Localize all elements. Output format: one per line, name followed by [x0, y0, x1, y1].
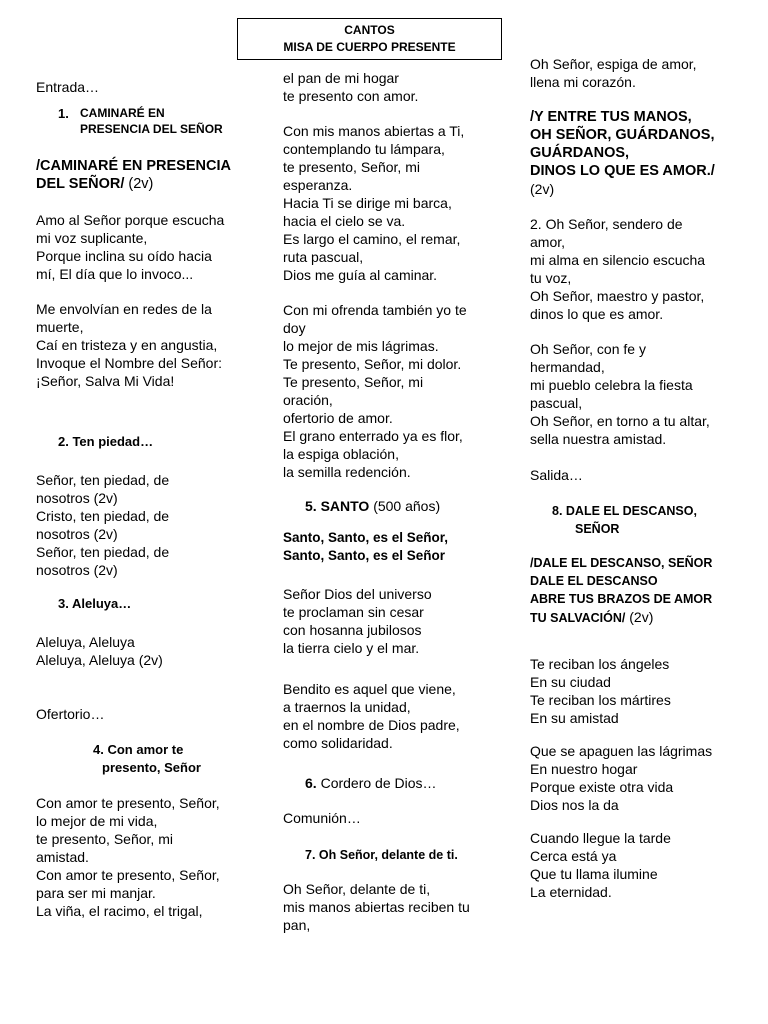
verse-line: Te presento, Señor, mi dolor. — [283, 356, 462, 372]
refrain-line: GUÁRDANOS, — [530, 145, 630, 161]
song-8-title — [552, 502, 697, 538]
refrain-line: DEL SEÑOR/ — [36, 176, 125, 192]
verse-line: Con amor te presento, Señor, — [36, 795, 220, 811]
song-7-verse-3 — [530, 340, 710, 448]
song-4-verse — [36, 794, 220, 920]
title-line-1: CANTOS — [344, 23, 395, 37]
refrain-note: (2v) — [530, 181, 555, 197]
verse-line: ruta pascual, — [283, 249, 364, 265]
verse-line: hermandad, — [530, 359, 605, 375]
verse-line: Te reciban los mártires — [530, 692, 671, 708]
verse-line: Oh Señor, espiga de amor, — [530, 56, 697, 72]
verse-line: Señor, ten piedad, de — [36, 472, 170, 488]
verse-line: te presento con amor. — [283, 88, 419, 104]
section-entrada: Entrada… — [36, 79, 100, 95]
verse-line: Oh Señor, con fe y — [530, 341, 646, 357]
song-8-verse-2 — [530, 742, 712, 814]
verse-line: En nuestro hogar — [530, 761, 638, 777]
refrain-line: OH SEÑOR, GUÁRDANOS, — [530, 127, 715, 143]
song-1-refrain — [36, 157, 231, 193]
verse-line: En su ciudad — [530, 674, 611, 690]
verse-line: amistad. — [36, 849, 89, 865]
song-5-verse-2 — [283, 680, 460, 752]
refrain-line: DALE EL DESCANSO — [530, 574, 658, 588]
song-8-title-line: SEÑOR — [575, 522, 620, 536]
song-5-verse-1 — [283, 585, 432, 657]
song-4-continued-2 — [283, 122, 464, 284]
verse-line: mi pueblo celebra la fiesta — [530, 377, 693, 393]
section-comunion: Comunión… — [283, 810, 361, 826]
verse-line: mi alma en silencio escucha — [530, 252, 706, 268]
song-8-verse-3 — [530, 829, 671, 901]
verse-line: hacia el cielo se va. — [283, 213, 406, 229]
refrain-line: Santo, Santo, es el Señor, — [283, 530, 449, 545]
verse-line: Que tu llama ilumine — [530, 866, 658, 882]
verse-line: la espiga oblación, — [283, 446, 399, 462]
song-1-verse-1 — [36, 211, 224, 283]
song-7-verse-2 — [530, 215, 705, 323]
verse-line: Me envolvían en redes de la — [36, 301, 212, 317]
song-6-title — [305, 774, 437, 792]
verse-line: Porque existe otra vida — [530, 779, 674, 795]
song-8-refrain — [530, 554, 712, 627]
title-line-2: MISA DE CUERPO PRESENTE — [283, 40, 456, 54]
verse-line: la semilla redención. — [283, 464, 411, 480]
verse-line: lo mejor de mis lágrimas. — [283, 338, 439, 354]
verse-line: tu voz, — [530, 270, 572, 286]
song-6-number: 6. — [305, 775, 317, 791]
verse-line: Señor, ten piedad, de — [36, 544, 170, 560]
song-6-label: Cordero de Dios… — [316, 775, 437, 791]
verse-line: Te presento, Señor, mi — [283, 374, 424, 390]
song-1-verse-2 — [36, 300, 222, 390]
verse-line: en el nombre de Dios padre, — [283, 717, 460, 733]
verse-line: Aleluya, Aleluya — [36, 634, 135, 650]
verse-line: Cerca está ya — [530, 848, 617, 864]
document-title-box — [237, 18, 502, 60]
song-1-title-line: PRESENCIA DEL SEÑOR — [80, 122, 223, 136]
verse-line: Invoque el Nombre del Señor: — [36, 355, 222, 371]
refrain-note: (2v) — [124, 176, 154, 192]
verse-line: sella nuestra amistad. — [530, 431, 667, 447]
refrain-line: /CAMINARÉ EN PRESENCIA — [36, 158, 231, 174]
song-5-note: (500 años) — [369, 498, 441, 514]
song-4-continued-3 — [283, 301, 467, 481]
refrain-line: /DALE EL DESCANSO, SEÑOR — [530, 556, 713, 570]
refrain-line: DINOS LO QUE ES AMOR./ — [530, 163, 715, 179]
song-7-refrain — [530, 108, 715, 180]
verse-line: Bendito es aquel que viene, — [283, 681, 456, 697]
verse-line: ofertorio de amor. — [283, 410, 393, 426]
song-4-title — [93, 741, 201, 777]
verse-line: esperanza. — [283, 177, 353, 193]
song-4-title-line: 4. Con amor te — [93, 742, 184, 757]
song-1-number: 1. — [58, 106, 69, 121]
verse-line: En su amistad — [530, 710, 619, 726]
song-7-continued-1 — [530, 55, 697, 91]
song-3-verse — [36, 633, 163, 669]
verse-line: muerte, — [36, 319, 84, 335]
verse-line: como solidaridad. — [283, 735, 393, 751]
verse-line: La eternidad. — [530, 884, 612, 900]
song-2-title: 2. Ten piedad… — [58, 434, 154, 449]
song-7-title: 7. Oh Señor, delante de ti. — [305, 848, 458, 862]
verse-line: con hosanna jubilosos — [283, 622, 422, 638]
refrain-line: TU SALVACIÓN/ — [530, 611, 626, 625]
verse-line: doy — [283, 320, 306, 336]
verse-line: nosotros (2v) — [36, 526, 118, 542]
verse-line: mí, El día que lo invoco... — [36, 266, 194, 282]
verse-line: Porque inclina su oído hacia — [36, 248, 212, 264]
refrain-line: Santo, Santo, es el Señor — [283, 548, 446, 563]
verse-line: la tierra cielo y el mar. — [283, 640, 420, 656]
verse-line: El grano enterrado ya es flor, — [283, 428, 463, 444]
song-8-verse-1 — [530, 655, 671, 727]
verse-line: mis manos abiertas reciben tu — [283, 899, 470, 915]
song-4-title-line: presento, Señor — [102, 760, 201, 775]
verse-line: Con mis manos abiertas a Ti, — [283, 123, 465, 139]
verse-line: el pan de mi hogar — [283, 70, 399, 86]
verse-line: nosotros (2v) — [36, 562, 118, 578]
verse-line: pan, — [283, 917, 311, 933]
song-7-verse — [283, 880, 470, 934]
verse-line: Aleluya, Aleluya (2v) — [36, 652, 163, 668]
verse-line: mi voz suplicante, — [36, 230, 148, 246]
refrain-line: /Y ENTRE TUS MANOS, — [530, 109, 692, 125]
verse-line: Amo al Señor porque escucha — [36, 212, 225, 228]
song-8-title-line: 8. DALE EL DESCANSO, — [552, 504, 697, 518]
verse-line: ¡Señor, Salva Mi Vida! — [36, 373, 175, 389]
verse-line: nosotros (2v) — [36, 490, 118, 506]
verse-line: Con amor te presento, Señor, — [36, 867, 220, 883]
verse-line: Oh Señor, maestro y pastor, — [530, 288, 705, 304]
song-1-title-line: CAMINARÉ EN — [80, 106, 165, 120]
song-5-refrain — [283, 529, 448, 565]
verse-line: a traernos la unidad, — [283, 699, 411, 715]
verse-line: para ser mi manjar. — [36, 885, 156, 901]
verse-line: Caí en tristeza y en angustia, — [36, 337, 218, 353]
section-salida: Salida… — [530, 467, 583, 483]
verse-line: Señor Dios del universo — [283, 586, 432, 602]
verse-line: Oh Señor, delante de ti, — [283, 881, 431, 897]
song-5-title — [305, 497, 440, 515]
song-4-continued-1 — [283, 69, 418, 105]
verse-line: te presento, Señor, mi — [283, 159, 420, 175]
verse-line: te presento, Señor, mi — [36, 831, 173, 847]
verse-line: La viña, el racimo, el trigal, — [36, 903, 203, 919]
verse-line: amor, — [530, 234, 566, 250]
verse-line: 2. Oh Señor, sendero de — [530, 216, 683, 232]
verse-line: te proclaman sin cesar — [283, 604, 424, 620]
verse-line: Oh Señor, en torno a tu altar, — [530, 413, 710, 429]
song-3-title: 3. Aleluya… — [58, 596, 132, 611]
verse-line: Cuando llegue la tarde — [530, 830, 671, 846]
verse-line: lo mejor de mi vida, — [36, 813, 158, 829]
verse-line: Con mi ofrenda también yo te — [283, 302, 467, 318]
verse-line: dinos lo que es amor. — [530, 306, 664, 322]
song-5-label: 5. SANTO — [305, 498, 370, 514]
verse-line: Es largo el camino, el remar, — [283, 231, 461, 247]
verse-line: contemplando tu lámpara, — [283, 141, 445, 157]
verse-line: llena mi corazón. — [530, 74, 636, 90]
verse-line: Cristo, ten piedad, de — [36, 508, 170, 524]
verse-line: pascual, — [530, 395, 583, 411]
verse-line: Dios me guía al caminar. — [283, 267, 438, 283]
song-1-title — [80, 105, 223, 137]
refrain-note: (2v) — [625, 609, 654, 625]
song-2-verse — [36, 471, 169, 579]
verse-line: Que se apaguen las lágrimas — [530, 743, 713, 759]
verse-line: Te reciban los ángeles — [530, 656, 670, 672]
refrain-line: ABRE TUS BRAZOS DE AMOR — [530, 592, 713, 606]
verse-line: Hacia Ti se dirige mi barca, — [283, 195, 452, 211]
verse-line: oración, — [283, 392, 333, 408]
verse-line: Dios nos la da — [530, 797, 619, 813]
section-ofertorio: Ofertorio… — [36, 706, 105, 722]
